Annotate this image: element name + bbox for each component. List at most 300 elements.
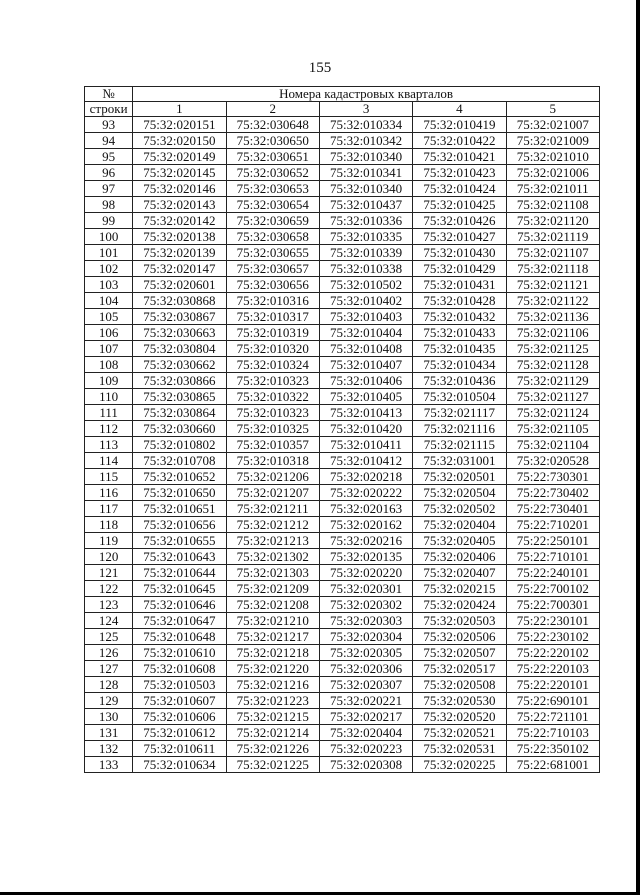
row-number-cell: 101 (85, 245, 133, 261)
cadastral-number-cell: 75:32:010319 (226, 325, 319, 341)
cadastral-number-cell: 75:22:710103 (506, 725, 599, 741)
row-number-cell: 116 (85, 485, 133, 501)
cadastral-number-cell: 75:32:010655 (133, 533, 226, 549)
cadastral-number-cell: 75:32:030864 (133, 405, 226, 421)
header-row-2 (85, 102, 600, 117)
cadastral-number-cell: 75:32:021108 (506, 197, 599, 213)
cadastral-number-cell: 75:22:220101 (506, 677, 599, 693)
cadastral-number-cell: 75:32:021210 (226, 613, 319, 629)
row-number-cell: 102 (85, 261, 133, 277)
cadastral-number-cell: 75:32:010338 (319, 261, 412, 277)
table-row (85, 565, 600, 581)
cadastral-number-cell: 75:32:010422 (413, 133, 506, 149)
row-number-cell: 118 (85, 517, 133, 533)
cadastral-number-cell: 75:32:010436 (413, 373, 506, 389)
table-row (85, 149, 600, 165)
cadastral-number-cell: 75:32:020404 (413, 517, 506, 533)
cadastral-number-cell: 75:32:021127 (506, 389, 599, 405)
cadastral-number-cell: 75:32:010325 (226, 421, 319, 437)
cadastral-number-cell: 75:32:020225 (413, 757, 506, 773)
cadastral-number-cell: 75:32:010646 (133, 597, 226, 613)
cadastral-number-cell: 75:32:020304 (319, 629, 412, 645)
cadastral-number-cell: 75:32:020222 (319, 485, 412, 501)
cadastral-number-cell: 75:22:681001 (506, 757, 599, 773)
cadastral-number-cell: 75:32:021216 (226, 677, 319, 693)
cadastral-number-cell: 75:32:020221 (319, 693, 412, 709)
cadastral-number-cell: 75:32:021212 (226, 517, 319, 533)
cadastral-number-cell: 75:32:020531 (413, 741, 506, 757)
cadastral-number-cell: 75:32:010437 (319, 197, 412, 213)
row-number-header-symbol: № (85, 87, 133, 102)
cadastral-number-cell: 75:32:010435 (413, 341, 506, 357)
row-number-cell: 130 (85, 709, 133, 725)
row-number-cell: 124 (85, 613, 133, 629)
cadastral-number-cell: 75:32:010428 (413, 293, 506, 309)
cadastral-number-cell: 75:32:021125 (506, 341, 599, 357)
row-number-cell: 132 (85, 741, 133, 757)
table-row (85, 277, 600, 293)
row-number-cell: 129 (85, 693, 133, 709)
cadastral-number-cell: 75:32:020303 (319, 613, 412, 629)
cadastral-number-cell: 75:32:010652 (133, 469, 226, 485)
cadastral-number-cell: 75:32:020223 (319, 741, 412, 757)
cadastral-number-cell: 75:32:010431 (413, 277, 506, 293)
table-row (85, 549, 600, 565)
cadastral-number-cell: 75:32:010503 (133, 677, 226, 693)
row-number-cell: 120 (85, 549, 133, 565)
cadastral-number-cell: 75:32:020508 (413, 677, 506, 693)
cadastral-number-cell: 75:32:010342 (319, 133, 412, 149)
table-header (85, 87, 600, 117)
cadastral-number-cell: 75:32:010432 (413, 309, 506, 325)
table-row (85, 293, 600, 309)
table-row (85, 325, 600, 341)
cadastral-number-cell: 75:32:030866 (133, 373, 226, 389)
header-row-1 (85, 87, 600, 102)
cadastral-number-cell: 75:32:021115 (413, 437, 506, 453)
cadastral-number-cell: 75:32:020307 (319, 677, 412, 693)
cadastral-number-cell: 75:32:021214 (226, 725, 319, 741)
cadastral-number-cell: 75:32:020143 (133, 197, 226, 213)
cadastral-number-cell: 75:32:021302 (226, 549, 319, 565)
table-row (85, 485, 600, 501)
table-row (85, 341, 600, 357)
cadastral-number-cell: 75:32:020151 (133, 117, 226, 133)
table-row (85, 197, 600, 213)
row-number-cell: 104 (85, 293, 133, 309)
cadastral-number-cell: 75:32:030865 (133, 389, 226, 405)
table-row (85, 229, 600, 245)
row-number-cell: 106 (85, 325, 133, 341)
row-number-cell: 113 (85, 437, 133, 453)
row-number-cell: 131 (85, 725, 133, 741)
cadastral-number-cell: 75:32:021124 (506, 405, 599, 421)
table-row (85, 373, 600, 389)
table-row (85, 661, 600, 677)
row-number-cell: 105 (85, 309, 133, 325)
cadastral-number-cell: 75:32:010323 (226, 373, 319, 389)
cadastral-number-cell: 75:22:240101 (506, 565, 599, 581)
cadastral-number-cell: 75:32:030648 (226, 117, 319, 133)
table-row (85, 165, 600, 181)
cadastral-number-cell: 75:32:010648 (133, 629, 226, 645)
cadastral-quarters-table (84, 86, 600, 773)
cadastral-number-cell: 75:32:020517 (413, 661, 506, 677)
cadastral-number-cell: 75:32:030650 (226, 133, 319, 149)
cadastral-number-cell: 75:22:710201 (506, 517, 599, 533)
cadastral-number-cell: 75:32:020520 (413, 709, 506, 725)
cadastral-number-cell: 75:22:230102 (506, 629, 599, 645)
table-row (85, 245, 600, 261)
group-title-header: Номера кадастровых кварталов (133, 87, 600, 102)
cadastral-number-cell: 75:32:010323 (226, 405, 319, 421)
cadastral-number-cell: 75:32:010336 (319, 213, 412, 229)
cadastral-number-cell: 75:32:021121 (506, 277, 599, 293)
cadastral-number-cell: 75:32:010645 (133, 581, 226, 597)
cadastral-number-cell: 75:32:010607 (133, 693, 226, 709)
cadastral-number-cell: 75:32:021104 (506, 437, 599, 453)
table-row (85, 181, 600, 197)
cadastral-number-cell: 75:32:030654 (226, 197, 319, 213)
table-row (85, 469, 600, 485)
cadastral-number-cell: 75:32:020521 (413, 725, 506, 741)
cadastral-number-cell: 75:32:021223 (226, 693, 319, 709)
cadastral-number-cell: 75:32:020601 (133, 277, 226, 293)
row-number-cell: 96 (85, 165, 133, 181)
cadastral-number-cell: 75:32:030659 (226, 213, 319, 229)
cadastral-number-cell: 75:32:010423 (413, 165, 506, 181)
cadastral-number-cell: 75:32:020145 (133, 165, 226, 181)
cadastral-number-cell: 75:32:010644 (133, 565, 226, 581)
table-row (85, 501, 600, 517)
table-row (85, 725, 600, 741)
cadastral-number-cell: 75:32:020301 (319, 581, 412, 597)
cadastral-number-cell: 75:32:010357 (226, 437, 319, 453)
cadastral-number-cell: 75:32:030651 (226, 149, 319, 165)
cadastral-number-cell: 75:22:700301 (506, 597, 599, 613)
row-number-cell: 107 (85, 341, 133, 357)
cadastral-number-cell: 75:32:020150 (133, 133, 226, 149)
cadastral-number-cell: 75:32:010634 (133, 757, 226, 773)
column-header-2: 2 (226, 102, 319, 117)
table-row (85, 453, 600, 469)
cadastral-number-cell: 75:32:030656 (226, 277, 319, 293)
cadastral-number-cell: 75:32:021007 (506, 117, 599, 133)
row-number-cell: 121 (85, 565, 133, 581)
column-header-5: 5 (506, 102, 599, 117)
cadastral-number-cell: 75:22:700102 (506, 581, 599, 597)
cadastral-number-cell: 75:32:020503 (413, 613, 506, 629)
cadastral-number-cell: 75:32:021208 (226, 597, 319, 613)
row-number-cell: 100 (85, 229, 133, 245)
cadastral-number-cell: 75:32:021010 (506, 149, 599, 165)
cadastral-number-cell: 75:32:021207 (226, 485, 319, 501)
page-number: 155 (308, 60, 332, 76)
cadastral-number-cell: 75:22:250101 (506, 533, 599, 549)
cadastral-number-cell: 75:32:020220 (319, 565, 412, 581)
table-row (85, 645, 600, 661)
cadastral-number-cell: 75:32:021117 (413, 405, 506, 421)
cadastral-number-cell: 75:32:010340 (319, 149, 412, 165)
row-number-cell: 119 (85, 533, 133, 549)
column-header-3: 3 (319, 102, 412, 117)
cadastral-number-cell: 75:32:030653 (226, 181, 319, 197)
row-number-cell: 108 (85, 357, 133, 373)
cadastral-number-cell: 75:32:021225 (226, 757, 319, 773)
cadastral-number-cell: 75:32:030867 (133, 309, 226, 325)
row-number-cell: 115 (85, 469, 133, 485)
cadastral-number-cell: 75:32:010322 (226, 389, 319, 405)
cadastral-number-cell: 75:32:010429 (413, 261, 506, 277)
cadastral-number-cell: 75:32:020218 (319, 469, 412, 485)
cadastral-number-cell: 75:32:010606 (133, 709, 226, 725)
cadastral-number-cell: 75:32:010433 (413, 325, 506, 341)
cadastral-number-cell: 75:32:010413 (319, 405, 412, 421)
cadastral-number-cell: 75:22:721101 (506, 709, 599, 725)
row-number-cell: 93 (85, 117, 133, 133)
cadastral-number-cell: 75:22:710101 (506, 549, 599, 565)
row-number-cell: 112 (85, 421, 133, 437)
cadastral-number-cell: 75:32:020216 (319, 533, 412, 549)
cadastral-number-cell: 75:32:020135 (319, 549, 412, 565)
cadastral-number-cell: 75:32:010434 (413, 357, 506, 373)
table-row (85, 405, 600, 421)
cadastral-number-cell: 75:22:350102 (506, 741, 599, 757)
cadastral-number-cell: 75:32:021136 (506, 309, 599, 325)
cadastral-number-cell: 75:32:020504 (413, 485, 506, 501)
cadastral-number-cell: 75:32:010406 (319, 373, 412, 389)
cadastral-number-cell: 75:32:021128 (506, 357, 599, 373)
cadastral-number-cell: 75:32:030804 (133, 341, 226, 357)
table-row (85, 389, 600, 405)
row-number-cell: 122 (85, 581, 133, 597)
cadastral-number-cell: 75:32:010320 (226, 341, 319, 357)
table-row (85, 613, 600, 629)
cadastral-number-cell: 75:32:010339 (319, 245, 412, 261)
table-row (85, 421, 600, 437)
cadastral-number-cell: 75:32:010420 (319, 421, 412, 437)
cadastral-number-cell: 75:32:010643 (133, 549, 226, 565)
cadastral-number-cell: 75:32:021220 (226, 661, 319, 677)
row-number-cell: 125 (85, 629, 133, 645)
cadastral-number-cell: 75:32:020507 (413, 645, 506, 661)
cadastral-number-cell: 75:32:010404 (319, 325, 412, 341)
table-row (85, 709, 600, 725)
cadastral-number-cell: 75:32:021116 (413, 421, 506, 437)
cadastral-number-cell: 75:32:010334 (319, 117, 412, 133)
table-row (85, 693, 600, 709)
row-number-cell: 114 (85, 453, 133, 469)
row-number-cell: 127 (85, 661, 133, 677)
cadastral-number-cell: 75:32:030657 (226, 261, 319, 277)
cadastral-number-cell: 75:32:020147 (133, 261, 226, 277)
cadastral-number-cell: 75:32:010502 (319, 277, 412, 293)
row-number-cell: 109 (85, 373, 133, 389)
cadastral-number-cell: 75:32:021211 (226, 501, 319, 517)
cadastral-number-cell: 75:32:020149 (133, 149, 226, 165)
cadastral-number-cell: 75:32:010407 (319, 357, 412, 373)
cadastral-number-cell: 75:22:730402 (506, 485, 599, 501)
cadastral-number-cell: 75:22:220103 (506, 661, 599, 677)
cadastral-number-cell: 75:32:010411 (319, 437, 412, 453)
table-body (85, 117, 600, 773)
cadastral-number-cell: 75:32:010421 (413, 149, 506, 165)
row-number-cell: 103 (85, 277, 133, 293)
cadastral-number-cell: 75:32:021226 (226, 741, 319, 757)
cadastral-number-cell: 75:32:010425 (413, 197, 506, 213)
cadastral-number-cell: 75:32:021215 (226, 709, 319, 725)
cadastral-number-cell: 75:32:030660 (133, 421, 226, 437)
cadastral-number-cell: 75:32:021303 (226, 565, 319, 581)
table-row (85, 581, 600, 597)
cadastral-number-cell: 75:32:021122 (506, 293, 599, 309)
cadastral-number-cell: 75:32:031001 (413, 453, 506, 469)
table-row (85, 357, 600, 373)
cadastral-number-cell: 75:22:220102 (506, 645, 599, 661)
cadastral-number-cell: 75:32:010426 (413, 213, 506, 229)
cadastral-number-cell: 75:32:020405 (413, 533, 506, 549)
cadastral-number-cell: 75:32:030658 (226, 229, 319, 245)
cadastral-number-cell: 75:32:010403 (319, 309, 412, 325)
row-number-cell: 98 (85, 197, 133, 213)
cadastral-number-cell: 75:32:010402 (319, 293, 412, 309)
row-number-cell: 94 (85, 133, 133, 149)
cadastral-number-cell: 75:32:020139 (133, 245, 226, 261)
table-row (85, 677, 600, 693)
cadastral-number-cell: 75:32:021206 (226, 469, 319, 485)
cadastral-number-cell: 75:32:020406 (413, 549, 506, 565)
cadastral-number-cell: 75:32:010424 (413, 181, 506, 197)
table-row (85, 117, 600, 133)
row-number-cell: 97 (85, 181, 133, 197)
cadastral-number-cell: 75:32:010651 (133, 501, 226, 517)
cadastral-number-cell: 75:32:010318 (226, 453, 319, 469)
row-number-cell: 99 (85, 213, 133, 229)
cadastral-number-cell: 75:32:030663 (133, 325, 226, 341)
cadastral-number-cell: 75:32:030652 (226, 165, 319, 181)
cadastral-number-cell: 75:32:010316 (226, 293, 319, 309)
table-row (85, 757, 600, 773)
cadastral-number-cell: 75:32:010340 (319, 181, 412, 197)
cadastral-number-cell: 75:22:730401 (506, 501, 599, 517)
cadastral-number-cell: 75:32:020162 (319, 517, 412, 533)
cadastral-number-cell: 75:32:020217 (319, 709, 412, 725)
table-row (85, 261, 600, 277)
cadastral-number-cell: 75:32:010647 (133, 613, 226, 629)
cadastral-number-cell: 75:32:010335 (319, 229, 412, 245)
cadastral-number-cell: 75:32:010611 (133, 741, 226, 757)
cadastral-number-cell: 75:32:020424 (413, 597, 506, 613)
cadastral-number-cell: 75:32:010430 (413, 245, 506, 261)
cadastral-number-cell: 75:32:021009 (506, 133, 599, 149)
cadastral-number-cell: 75:32:020404 (319, 725, 412, 741)
cadastral-number-cell: 75:32:030662 (133, 357, 226, 373)
cadastral-number-cell: 75:32:020163 (319, 501, 412, 517)
cadastral-number-cell: 75:32:021129 (506, 373, 599, 389)
cadastral-number-cell: 75:32:020302 (319, 597, 412, 613)
row-number-header-label: строки (85, 102, 133, 117)
cadastral-number-cell: 75:32:021119 (506, 229, 599, 245)
cadastral-number-cell: 75:32:010708 (133, 453, 226, 469)
cadastral-number-cell: 75:32:021213 (226, 533, 319, 549)
cadastral-number-cell: 75:32:020305 (319, 645, 412, 661)
cadastral-number-cell: 75:32:020506 (413, 629, 506, 645)
cadastral-number-cell: 75:32:010504 (413, 389, 506, 405)
cadastral-number-cell: 75:32:010612 (133, 725, 226, 741)
cadastral-number-cell: 75:22:730301 (506, 469, 599, 485)
row-number-cell: 128 (85, 677, 133, 693)
cadastral-number-cell: 75:32:020138 (133, 229, 226, 245)
scan-border-right (636, 0, 640, 895)
cadastral-number-cell: 75:32:021006 (506, 165, 599, 181)
cadastral-number-cell: 75:32:020215 (413, 581, 506, 597)
cadastral-number-cell: 75:32:021218 (226, 645, 319, 661)
cadastral-number-cell: 75:32:021107 (506, 245, 599, 261)
table-row (85, 437, 600, 453)
cadastral-number-cell: 75:32:020502 (413, 501, 506, 517)
cadastral-number-cell: 75:22:690101 (506, 693, 599, 709)
cadastral-number-cell: 75:32:020530 (413, 693, 506, 709)
cadastral-number-cell: 75:32:021106 (506, 325, 599, 341)
row-number-cell: 111 (85, 405, 133, 421)
cadastral-number-cell: 75:32:010608 (133, 661, 226, 677)
cadastral-number-cell: 75:32:020146 (133, 181, 226, 197)
row-number-cell: 123 (85, 597, 133, 613)
cadastral-number-cell: 75:32:010650 (133, 485, 226, 501)
cadastral-number-cell: 75:32:010427 (413, 229, 506, 245)
row-number-cell: 95 (85, 149, 133, 165)
cadastral-number-cell: 75:32:030868 (133, 293, 226, 309)
cadastral-number-cell: 75:32:020528 (506, 453, 599, 469)
table-row (85, 741, 600, 757)
row-number-cell: 126 (85, 645, 133, 661)
column-header-1: 1 (133, 102, 226, 117)
table-row (85, 309, 600, 325)
cadastral-number-cell: 75:32:010341 (319, 165, 412, 181)
cadastral-number-cell: 75:32:010408 (319, 341, 412, 357)
cadastral-number-cell: 75:32:010405 (319, 389, 412, 405)
cadastral-number-cell: 75:32:020308 (319, 757, 412, 773)
cadastral-number-cell: 75:32:010802 (133, 437, 226, 453)
column-header-4: 4 (413, 102, 506, 117)
cadastral-number-cell: 75:32:021105 (506, 421, 599, 437)
table-row (85, 597, 600, 613)
table-row (85, 517, 600, 533)
cadastral-number-cell: 75:32:010412 (319, 453, 412, 469)
cadastral-number-cell: 75:32:021209 (226, 581, 319, 597)
cadastral-number-cell: 75:22:230101 (506, 613, 599, 629)
row-number-cell: 110 (85, 389, 133, 405)
cadastral-number-cell: 75:32:021118 (506, 261, 599, 277)
cadastral-number-cell: 75:32:010317 (226, 309, 319, 325)
cadastral-number-cell: 75:32:020306 (319, 661, 412, 677)
cadastral-number-cell: 75:32:021217 (226, 629, 319, 645)
cadastral-number-cell: 75:32:020501 (413, 469, 506, 485)
cadastral-number-cell: 75:32:021120 (506, 213, 599, 229)
table-row (85, 133, 600, 149)
cadastral-number-cell: 75:32:010610 (133, 645, 226, 661)
table-row (85, 533, 600, 549)
cadastral-number-cell: 75:32:010419 (413, 117, 506, 133)
cadastral-number-cell: 75:32:021011 (506, 181, 599, 197)
cadastral-number-cell: 75:32:020142 (133, 213, 226, 229)
table-row (85, 629, 600, 645)
cadastral-number-cell: 75:32:010324 (226, 357, 319, 373)
table-row (85, 213, 600, 229)
row-number-cell: 133 (85, 757, 133, 773)
cadastral-number-cell: 75:32:010656 (133, 517, 226, 533)
row-number-cell: 117 (85, 501, 133, 517)
